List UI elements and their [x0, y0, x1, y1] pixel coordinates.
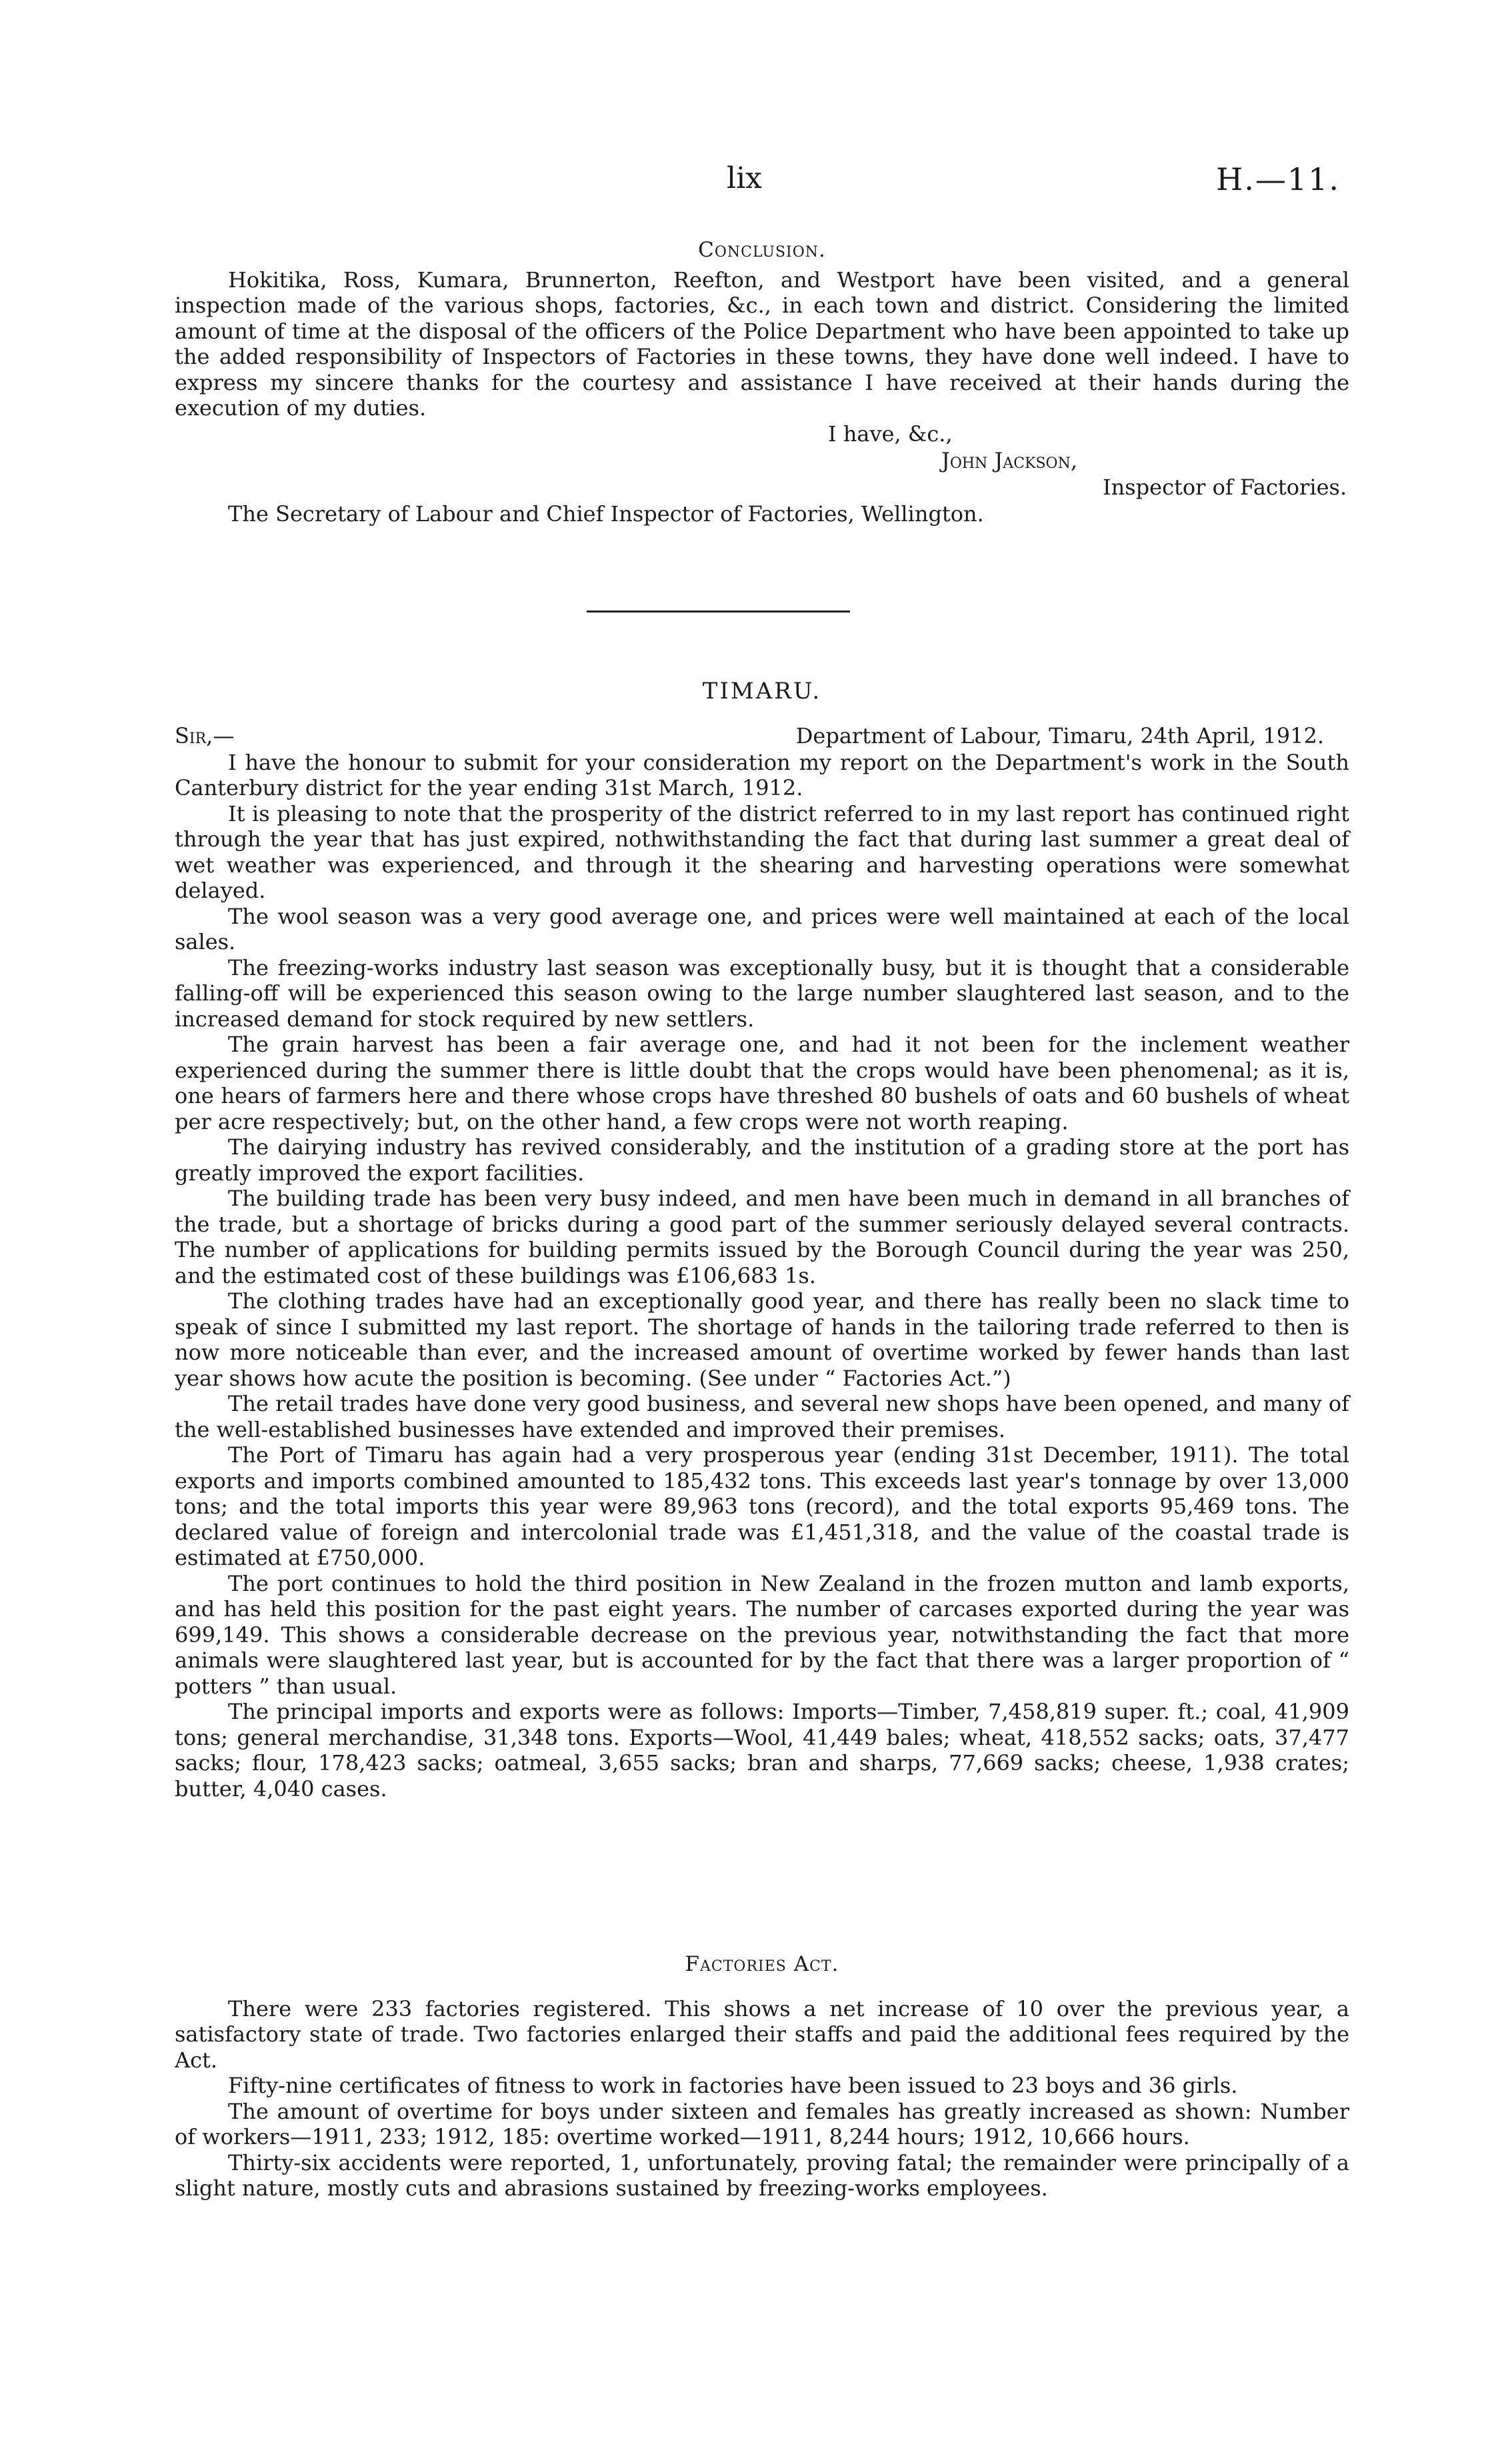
- addressee: The Secretary of Labour and Chief Inspector of Factories, Wellington.: [228, 501, 984, 527]
- page-number: lix: [727, 161, 762, 195]
- timaru-section: [175, 678, 1349, 1802]
- report-paragraph: The clothing trades have had an exceptionally good year, and there has really been no slack time to speak of since I submitted my last report. The shortage of hands in the tailoring trade referred to then is now more noticeable than ever, and the increased amount of overtime worked by fewer hands than last year shows how acute the position is becoming. (See under “ Factories Act.”): [175, 1288, 1349, 1391]
- conclusion-section: [175, 237, 1349, 527]
- factories-act-heading: Factories Act.: [685, 1952, 839, 1976]
- factories-paragraph: There were 233 factories registered. This shows a net increase of 10 over the previous year, a satisfactory state of trade. Two factories enlarged their staffs and paid the additional fees required by the Act.: [175, 1995, 1349, 2073]
- report-paragraph: It is pleasing to note that the prosperity of the district referred to in my last report has continued right through the year that has just expired, nothwithstanding the fact that during last summer a great deal of wet weather was experienced, and through it the shearing and harvesting operations were somewhat delayed.: [175, 800, 1349, 903]
- page-header: [0, 161, 1512, 208]
- report-paragraph: The Port of Timaru has again had a very prosperous year (ending 31st December, 1911). The total exports and imports combined amounted to 185,432 tons. This exceeds last year's tonnage by over 13,000 tons; and the total imports this year were 89,963 tons (record), and the total exports 95,469 tons. The declared value of foreign and intercolonial trade was £1,451,318, and the value of the coastal trade is estimated at £750,000.: [175, 1442, 1349, 1570]
- report-paragraph: The building trade has been very busy indeed, and men have been much in demand in all branches of the trade, but a shortage of bricks during a good part of the summer seriously delayed several contracts. The number of applications for building permits issued by the Borough Council during the year was 250, and the estimated cost of these buildings was £106,683 1s.: [175, 1186, 1349, 1288]
- section-divider: [587, 611, 850, 613]
- conclusion-heading: Conclusion.: [698, 238, 826, 262]
- closing-line: I have, &c.,: [828, 421, 953, 447]
- factories-paragraph: The amount of overtime for boys under sixteen and females has greatly increased as shown: Number of workers—1911, 233; 1912, 185: overtime worked—1911, 8,244 hours; 1912, 10,666 hours.: [175, 2098, 1349, 2149]
- signatory-name: John Jackson,: [941, 447, 1077, 473]
- signatory-title: Inspector of Factories.: [1103, 474, 1347, 500]
- salutation-line: [175, 723, 1349, 750]
- factories-paragraph: Fifty-nine certificates of fitness to work in factories have been issued to 23 boys and 36 girls.: [228, 2073, 1238, 2098]
- report-paragraph: The freezing-works industry last season was exceptionally busy, but it is thought that a considerable falling-off will be experienced this season owing to the large number slaughtered last season, and to the increased demand for stock required by new settlers.: [175, 954, 1349, 1032]
- signature-block: [175, 421, 1349, 501]
- factories-act-section: [175, 1951, 1349, 2201]
- factories-paragraph: Thirty-six accidents were reported, 1, unfortunately, proving fatal; the remainder were principally of a slight nature, mostly cuts and abrasions sustained by freezing-works employees.: [175, 2149, 1349, 2201]
- report-paragraph: I have the honour to submit for your consideration my report on the Department's work in the South Canterbury district for the year ending 31st March, 1912.: [175, 749, 1349, 800]
- timaru-title: TIMARU.: [702, 678, 822, 704]
- report-paragraph: The port continues to hold the third position in New Zealand in the frozen mutton and lamb exports, and has held this position for the past eight years. The number of carcases exported during the year was 699,149. This shows a considerable decrease on the previous year, notwithstanding the fact that more animals were slaughtered last year, but is accounted for by the fact that there was a larger proportion of “ potters ” than usual.: [175, 1570, 1349, 1699]
- dateline: Department of Labour, Timaru, 24th April, 1912.: [795, 722, 1324, 748]
- report-paragraph: The wool season was a very good average one, and prices were well maintained at each of the local sales.: [175, 903, 1349, 954]
- report-paragraph: The dairying industry has revived considerably, and the institution of a grading store at the port has greatly improved the export facilities.: [175, 1134, 1349, 1186]
- report-paragraph: The retail trades have done very good business, and several new shops have been opened, and many of the well-established businesses have extended and improved their premises.: [175, 1391, 1349, 1442]
- report-paragraph: The principal imports and exports were as follows: Imports—Timber, 7,458,819 super. ft.; coal, 41,909 tons; general merchandise, 31,348 tons. Exports—Wool, 41,449 bales; wheat, 418,552 sacks; oats, 37,477 sacks; flour, 178,423 sacks; oatmeal, 3,655 sacks; bran and sharps, 77,669 sacks; cheese, 1,938 crates; butter, 4,040 cases.: [175, 1699, 1349, 1802]
- report-paragraph: The grain harvest has been a fair average one, and had it not been for the inclement weather experienced during the summer there is little doubt that the crops would have been phenomenal; as it is, one hears of farmers here and there whose crops have threshed 80 bushels of oats and 60 bushels of wheat per acre respectively; but, on the other hand, a few crops were not worth reaping.: [175, 1032, 1349, 1134]
- conclusion-paragraph: Hokitika, Ross, Kumara, Brunnerton, Reefton, and Westport have been visited, and a general inspection made of the various shops, factories, &c., in each town and district. Considering the limited amount of time at the disposal of the officers of the Police Department who have been appointed to take up the added responsibility of Inspectors of Factories in these towns, they have done well indeed. I have to express my sincere thanks for the courtesy and assistance I have received at their hands during the execution of my duties.: [175, 267, 1349, 421]
- document-reference: H.—11.: [1216, 161, 1340, 197]
- salutation: Sir,—: [175, 722, 235, 748]
